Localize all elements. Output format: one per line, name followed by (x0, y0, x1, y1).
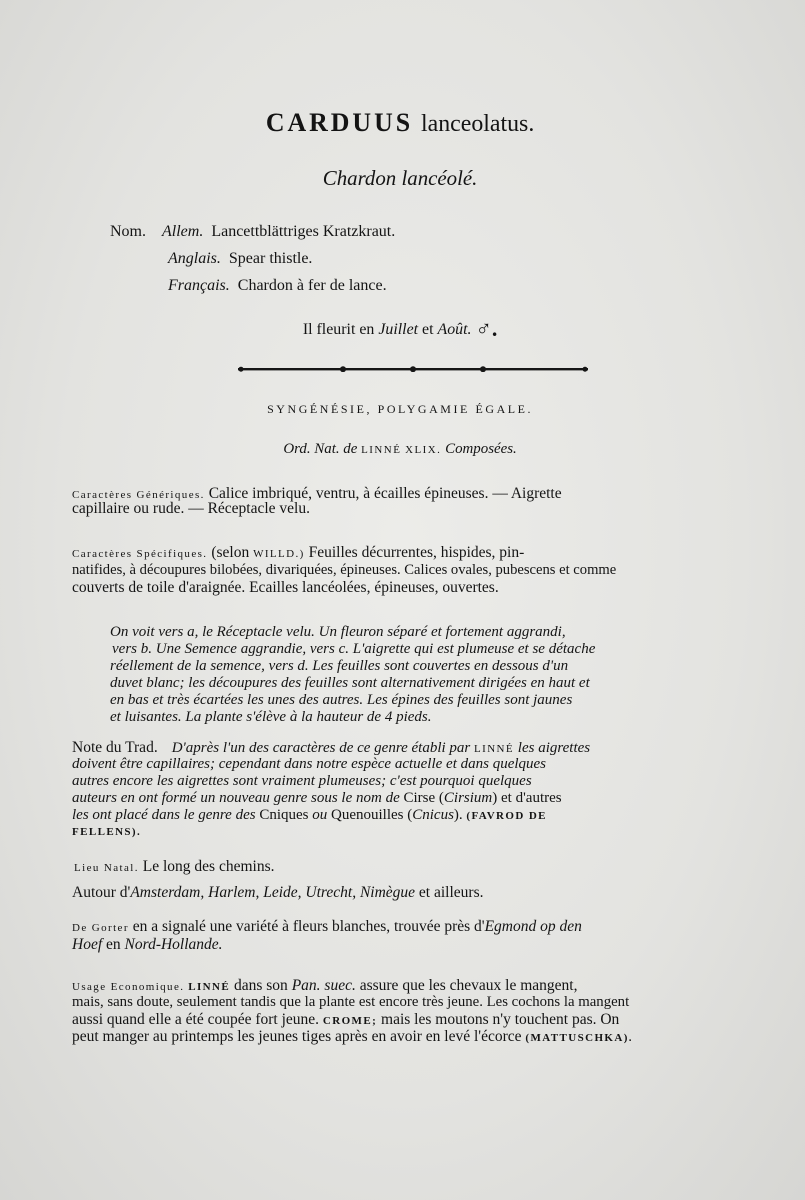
note-line-2: doivent être capillaires; cependant dans notre espèce actuelle et dans quelques (72, 756, 547, 772)
usage-label: Usage Economique. (72, 981, 185, 993)
habitat-autour: Autour d' (72, 884, 131, 901)
generic-text-1: Calice imbriqué, ventru, à écailles épineuses. — Aigrette (208, 485, 562, 502)
note-favrod: (FAVROD DE (466, 810, 547, 822)
note-text-5a: les ont placé dans le genre des (72, 807, 256, 823)
page-title (0, 110, 800, 136)
name-row-anglais (168, 251, 312, 267)
note-cnicus: Cnicus (412, 807, 454, 823)
note-fellens: FELLENS). (72, 826, 142, 838)
gorter-egmond: Egmond op den (484, 918, 582, 935)
habitat-text: Le long des chemins. (142, 858, 275, 875)
usage-mattuschka: (MATTUSCHKA). (525, 1032, 633, 1044)
usage-text-1c: assure que les chevaux le mangent, (359, 977, 578, 994)
description-line-5: en bas et très écartées les unes des autres. Les épines des feuilles sont jaunes (110, 692, 573, 708)
note-text-1a: D'après l'un des caractères de ce genre établi par (171, 740, 471, 756)
gorter-line-2 (72, 937, 223, 953)
description-line-2: vers b. Une Semence aggrandie, vers c. L'aigrette qui est plumeuse et se détache (112, 641, 596, 657)
specific-willd: WILLD.) (253, 548, 305, 560)
gorter-text-1a: en a signalé une variété à fleurs blanches, trouvée près d' (132, 918, 485, 935)
classification: SYNGÉNÉSIE, POLYGAMIE ÉGALE. (267, 402, 534, 416)
ord-family: Composées. (445, 441, 517, 457)
note-line-3: autres encore les aigrettes sont vraiment plumeuses; c'est pourquoi quelques (72, 773, 532, 789)
usage-line-1 (72, 978, 577, 994)
note-linne: LINNÉ (474, 743, 515, 755)
ornamental-rule (238, 366, 588, 372)
generic-line-2: capillaire ou rude. — Réceptacle velu. (72, 500, 310, 517)
francais-label: Français. (168, 277, 230, 294)
habitat-ailleurs: et ailleurs. (418, 884, 484, 901)
usage-text-3c: mais les moutons n'y touchent pas. On (381, 1011, 620, 1028)
flowering-text: Il fleurit en (302, 321, 375, 338)
description-line-6: et luisantes. La plante s'élève à la hauteur de 4 pieds. (110, 709, 432, 725)
gorter-hoef: Hoef (72, 936, 103, 953)
natural-order (0, 442, 800, 457)
specific-selon: (selon (211, 544, 250, 561)
specific-line-2: natifides, à découpures bilobées, divariquées, épineuses. Calices ovales, pubescens et comme (72, 562, 617, 578)
usage-pan-suec: Pan. suec. (291, 977, 356, 994)
specific-label: Caractères Spécifiques. (72, 548, 208, 560)
note-text-1b: les aigrettes (517, 740, 591, 756)
gorter-region: Nord-Hollande. (124, 936, 223, 953)
note-close: ). (453, 807, 463, 823)
habitat-places: Amsterdam, Harlem, Leide, Utrecht, Nimègue (130, 884, 416, 901)
note-quenouilles: Quenouilles ( (331, 807, 413, 823)
note-line-4 (72, 791, 562, 806)
note-cniques: Cniques (259, 807, 309, 823)
note-text-4a: auteurs en ont formé un nouveau genre sous le nom de (72, 790, 400, 806)
flowering-month-2: Août. (437, 321, 472, 338)
note-line-5 (72, 808, 547, 823)
ord-de: de (343, 441, 358, 457)
habitat-line-1 (74, 859, 275, 875)
specific-text-1: Feuilles décurrentes, hispides, pin- (308, 544, 525, 561)
flowering-month-1: Juillet (378, 321, 419, 338)
usage-text-4a: peut manger au printemps les jeunes tiges après en avoir en levé l'écorce (72, 1028, 522, 1045)
gorter-en: en (106, 936, 121, 953)
gorter-name: De Gorter (72, 922, 129, 934)
ord-nat-label: Ord. Nat. (283, 441, 340, 457)
title-genus: CARDUUS (265, 108, 414, 137)
allem-value: Lancettblättriges Kratzkraut. (211, 223, 396, 240)
usage-line-3 (72, 1012, 619, 1028)
note-line-1 (72, 740, 590, 756)
description-line-3: réellement de la semence, vers d. Les feuilles sont couvertes en dessous d'un (110, 658, 569, 674)
title-species: lanceolatus. (421, 111, 535, 137)
note-cirsium: Cirsium (443, 790, 493, 806)
anglais-label: Anglais. (168, 250, 221, 267)
perennial-symbol: ♂. (475, 316, 498, 341)
flowering-conj: et (422, 321, 434, 338)
ord-linne: LINNÉ (361, 444, 402, 456)
description-line-1: On voit vers a, le Réceptacle velu. Un fleuron séparé et fortement aggrandi, (110, 624, 566, 640)
usage-text-3a: aussi quand elle a été coupée fort jeune. (72, 1011, 320, 1028)
page-subtitle: Chardon lancéolé. (322, 166, 478, 190)
flowering-line (0, 318, 800, 340)
habitat-label: Lieu Natal. (74, 862, 139, 874)
allem-label: Allem. (162, 223, 204, 240)
note-cirse: Cirse ( (403, 790, 444, 806)
usage-line-4 (72, 1029, 633, 1045)
nom-label: Nom. (110, 223, 146, 240)
note-label: Note du Trad. (72, 739, 158, 756)
usage-crome: CROME; (322, 1015, 378, 1027)
note-line-6 (72, 823, 141, 839)
note-text-4d: ) et d'autres (492, 790, 562, 806)
description-line-4: duvet blanc; les découpures des feuilles sont alternativement dirigées en haut et (110, 675, 590, 691)
name-row-francais (168, 278, 387, 294)
francais-value: Chardon à fer de lance. (237, 277, 387, 294)
gorter-line-1 (72, 919, 582, 935)
generic-label: Caractères Génériques. (72, 489, 205, 501)
usage-line-2: mais, sans doute, seulement tandis que la plante est encore très jeune. Les cochons la mangent (72, 994, 630, 1010)
usage-text-1a: dans son (233, 977, 288, 994)
note-ou: ou (312, 807, 328, 823)
specific-line-1 (72, 545, 524, 561)
name-row-allem (110, 224, 395, 240)
habitat-line-2 (72, 885, 483, 901)
anglais-value: Spear thistle. (228, 250, 313, 267)
specific-line-3: couverts de toile d'araignée. Ecailles lancéolées, épineuses, ouvertes. (72, 579, 499, 596)
ord-number: XLIX. (405, 444, 442, 456)
usage-linne: LINNÉ (188, 981, 231, 993)
